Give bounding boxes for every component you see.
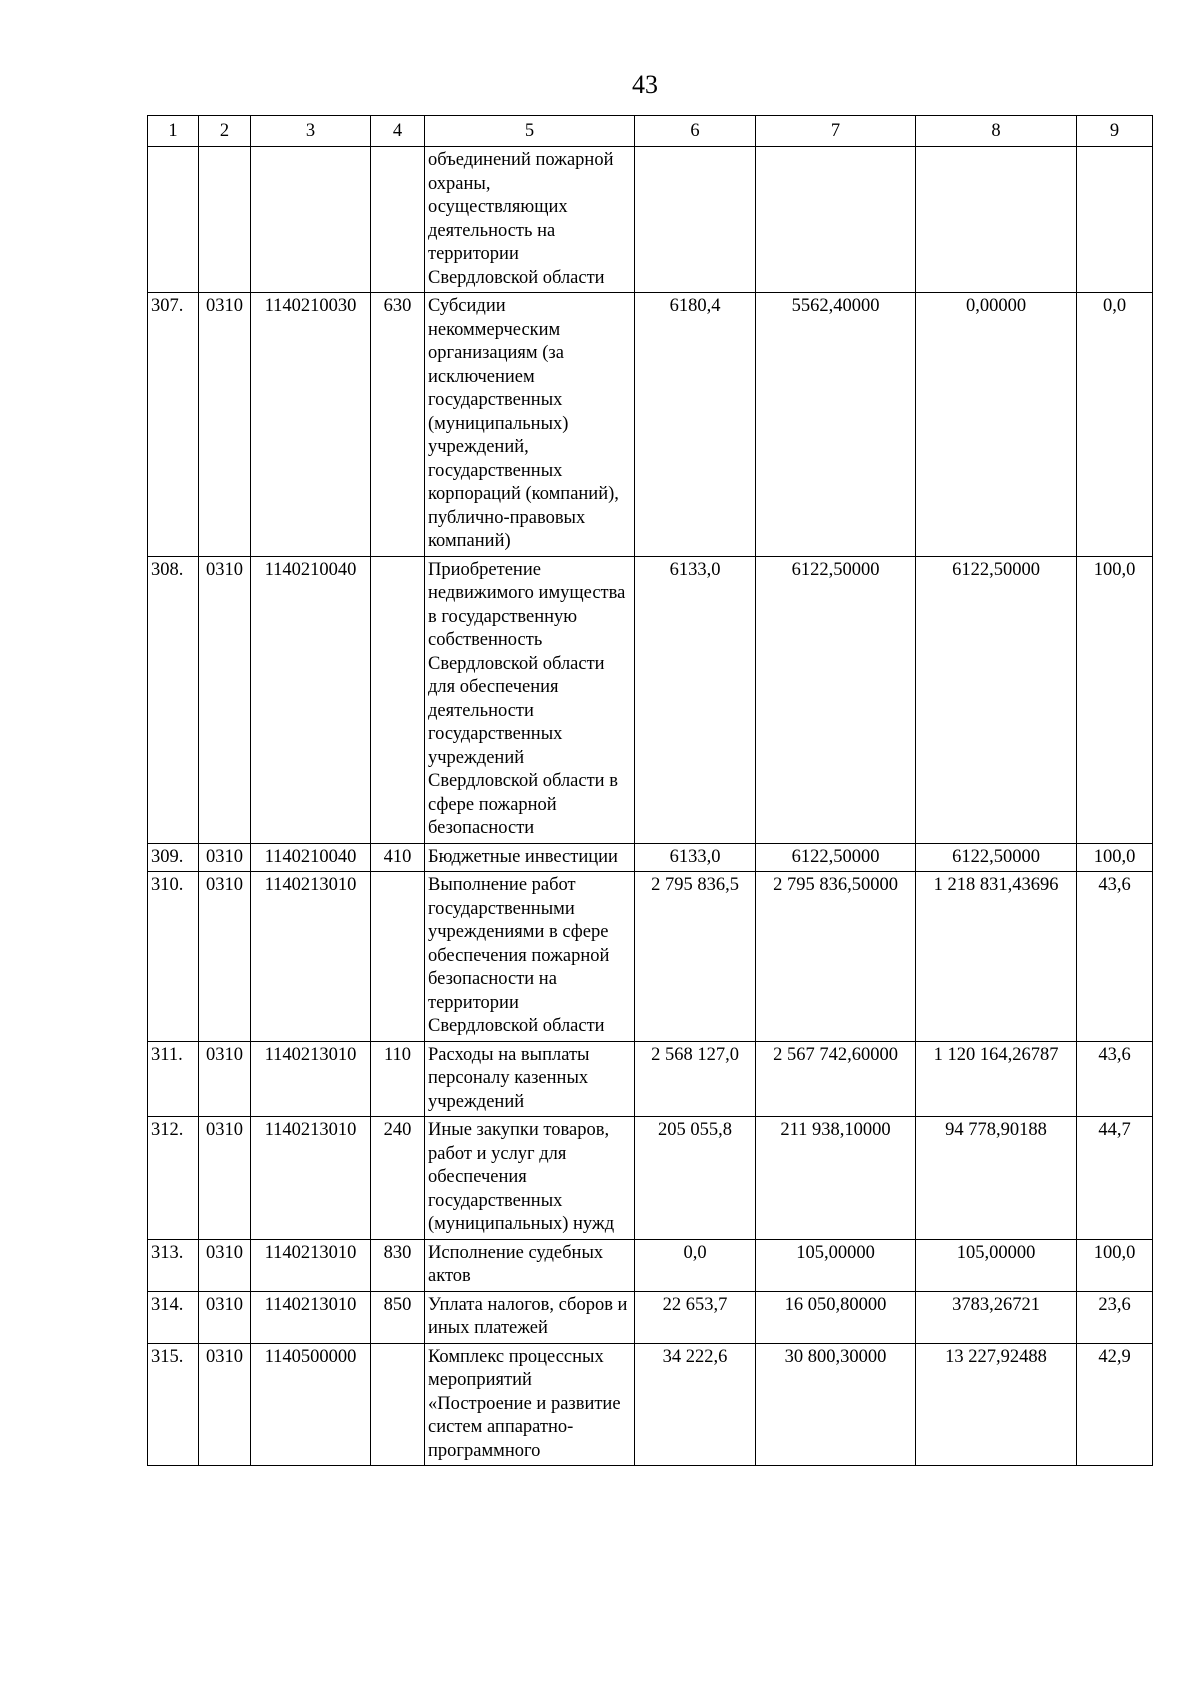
approved-amount: 6180,4	[635, 293, 756, 557]
section-code: 0310	[199, 1291, 251, 1343]
executed-amount: 6122,50000	[916, 556, 1077, 843]
target-article-code: 1140213010	[251, 1239, 371, 1291]
column-header: 6	[635, 116, 756, 147]
refined-amount: 105,00000	[756, 1239, 916, 1291]
refined-amount: 5562,40000	[756, 293, 916, 557]
row-number: 315.	[148, 1343, 199, 1466]
refined-amount: 6122,50000	[756, 556, 916, 843]
execution-percent: 44,7	[1077, 1117, 1153, 1240]
execution-percent: 100,0	[1077, 556, 1153, 843]
refined-amount	[756, 147, 916, 293]
target-article-code: 1140500000	[251, 1343, 371, 1466]
executed-amount: 1 218 831,43696	[916, 872, 1077, 1042]
column-header: 4	[371, 116, 425, 147]
section-code	[199, 147, 251, 293]
page-number: 43	[632, 70, 658, 99]
expense-type-code	[371, 1343, 425, 1466]
row-name: Субсидии некоммерческим организациям (за исключением государственных (муниципальных) учреждений, государственных корпораций (компаний), публично-правовых компаний)	[425, 293, 635, 557]
approved-amount: 22 653,7	[635, 1291, 756, 1343]
refined-amount: 2 795 836,50000	[756, 872, 916, 1042]
expense-type-code: 240	[371, 1117, 425, 1240]
target-article-code: 1140210030	[251, 293, 371, 557]
expense-type-code: 410	[371, 843, 425, 872]
expense-type-code: 110	[371, 1041, 425, 1117]
row-name: объединений пожарной охраны, осуществляющих деятельность на территории Свердловской области	[425, 147, 635, 293]
table-row	[148, 1117, 1153, 1240]
target-article-code: 1140210040	[251, 843, 371, 872]
row-name: Уплата налогов, сборов и иных платежей	[425, 1291, 635, 1343]
approved-amount: 6133,0	[635, 843, 756, 872]
table-row	[148, 293, 1153, 557]
execution-percent	[1077, 147, 1153, 293]
expense-type-code	[371, 147, 425, 293]
target-article-code: 1140213010	[251, 1291, 371, 1343]
section-code: 0310	[199, 556, 251, 843]
refined-amount: 16 050,80000	[756, 1291, 916, 1343]
executed-amount: 1 120 164,26787	[916, 1041, 1077, 1117]
row-number: 314.	[148, 1291, 199, 1343]
expense-type-code	[371, 872, 425, 1042]
expense-type-code: 830	[371, 1239, 425, 1291]
section-code: 0310	[199, 872, 251, 1042]
row-number: 312.	[148, 1117, 199, 1240]
row-name: Бюджетные инвестиции	[425, 843, 635, 872]
execution-percent: 0,0	[1077, 293, 1153, 557]
approved-amount: 2 795 836,5	[635, 872, 756, 1042]
row-number: 308.	[148, 556, 199, 843]
target-article-code: 1140213010	[251, 1041, 371, 1117]
execution-percent: 23,6	[1077, 1291, 1153, 1343]
column-header: 2	[199, 116, 251, 147]
table-row	[148, 843, 1153, 872]
table-row	[148, 872, 1153, 1042]
refined-amount: 6122,50000	[756, 843, 916, 872]
row-name: Иные закупки товаров, работ и услуг для обеспечения государственных (муниципальных) нужд	[425, 1117, 635, 1240]
table-row	[148, 147, 1153, 293]
row-name: Комплекс процессных мероприятий «Построение и развитие систем аппаратно-программного	[425, 1343, 635, 1466]
column-header: 8	[916, 116, 1077, 147]
table-row	[148, 556, 1153, 843]
row-name: Выполнение работ государственными учреждениями в сфере обеспечения пожарной безопасности на территории Свердловской области	[425, 872, 635, 1042]
approved-amount: 205 055,8	[635, 1117, 756, 1240]
refined-amount: 211 938,10000	[756, 1117, 916, 1240]
expense-type-code: 850	[371, 1291, 425, 1343]
row-number: 309.	[148, 843, 199, 872]
budget-table	[147, 115, 1153, 1466]
execution-percent: 100,0	[1077, 843, 1153, 872]
table-row	[148, 1291, 1153, 1343]
column-header: 9	[1077, 116, 1153, 147]
row-name: Исполнение судебных актов	[425, 1239, 635, 1291]
column-header: 3	[251, 116, 371, 147]
executed-amount: 105,00000	[916, 1239, 1077, 1291]
section-code: 0310	[199, 1041, 251, 1117]
table-row	[148, 1239, 1153, 1291]
row-number: 310.	[148, 872, 199, 1042]
executed-amount: 6122,50000	[916, 843, 1077, 872]
approved-amount: 2 568 127,0	[635, 1041, 756, 1117]
column-header: 7	[756, 116, 916, 147]
executed-amount	[916, 147, 1077, 293]
execution-percent: 43,6	[1077, 872, 1153, 1042]
expense-type-code	[371, 556, 425, 843]
column-header: 1	[148, 116, 199, 147]
section-code: 0310	[199, 843, 251, 872]
table-row	[148, 1343, 1153, 1466]
target-article-code: 1140213010	[251, 1117, 371, 1240]
row-number: 307.	[148, 293, 199, 557]
section-code: 0310	[199, 1117, 251, 1240]
approved-amount: 34 222,6	[635, 1343, 756, 1466]
table-row	[148, 1041, 1153, 1117]
refined-amount: 2 567 742,60000	[756, 1041, 916, 1117]
header-row	[148, 116, 1153, 147]
execution-percent: 43,6	[1077, 1041, 1153, 1117]
approved-amount: 0,0	[635, 1239, 756, 1291]
executed-amount: 94 778,90188	[916, 1117, 1077, 1240]
executed-amount: 3783,26721	[916, 1291, 1077, 1343]
row-name: Расходы на выплаты персоналу казенных учреждений	[425, 1041, 635, 1117]
approved-amount: 6133,0	[635, 556, 756, 843]
section-code: 0310	[199, 1343, 251, 1466]
column-header: 5	[425, 116, 635, 147]
section-code: 0310	[199, 293, 251, 557]
refined-amount: 30 800,30000	[756, 1343, 916, 1466]
section-code: 0310	[199, 1239, 251, 1291]
target-article-code	[251, 147, 371, 293]
execution-percent: 42,9	[1077, 1343, 1153, 1466]
row-number	[148, 147, 199, 293]
target-article-code: 1140210040	[251, 556, 371, 843]
execution-percent: 100,0	[1077, 1239, 1153, 1291]
executed-amount: 13 227,92488	[916, 1343, 1077, 1466]
row-number: 311.	[148, 1041, 199, 1117]
approved-amount	[635, 147, 756, 293]
expense-type-code: 630	[371, 293, 425, 557]
executed-amount: 0,00000	[916, 293, 1077, 557]
target-article-code: 1140213010	[251, 872, 371, 1042]
row-number: 313.	[148, 1239, 199, 1291]
row-name: Приобретение недвижимого имущества в государственную собственность Свердловской области для обеспечения деятельности государственных учреждений Свердловской области в сфере пожарной безопасности	[425, 556, 635, 843]
